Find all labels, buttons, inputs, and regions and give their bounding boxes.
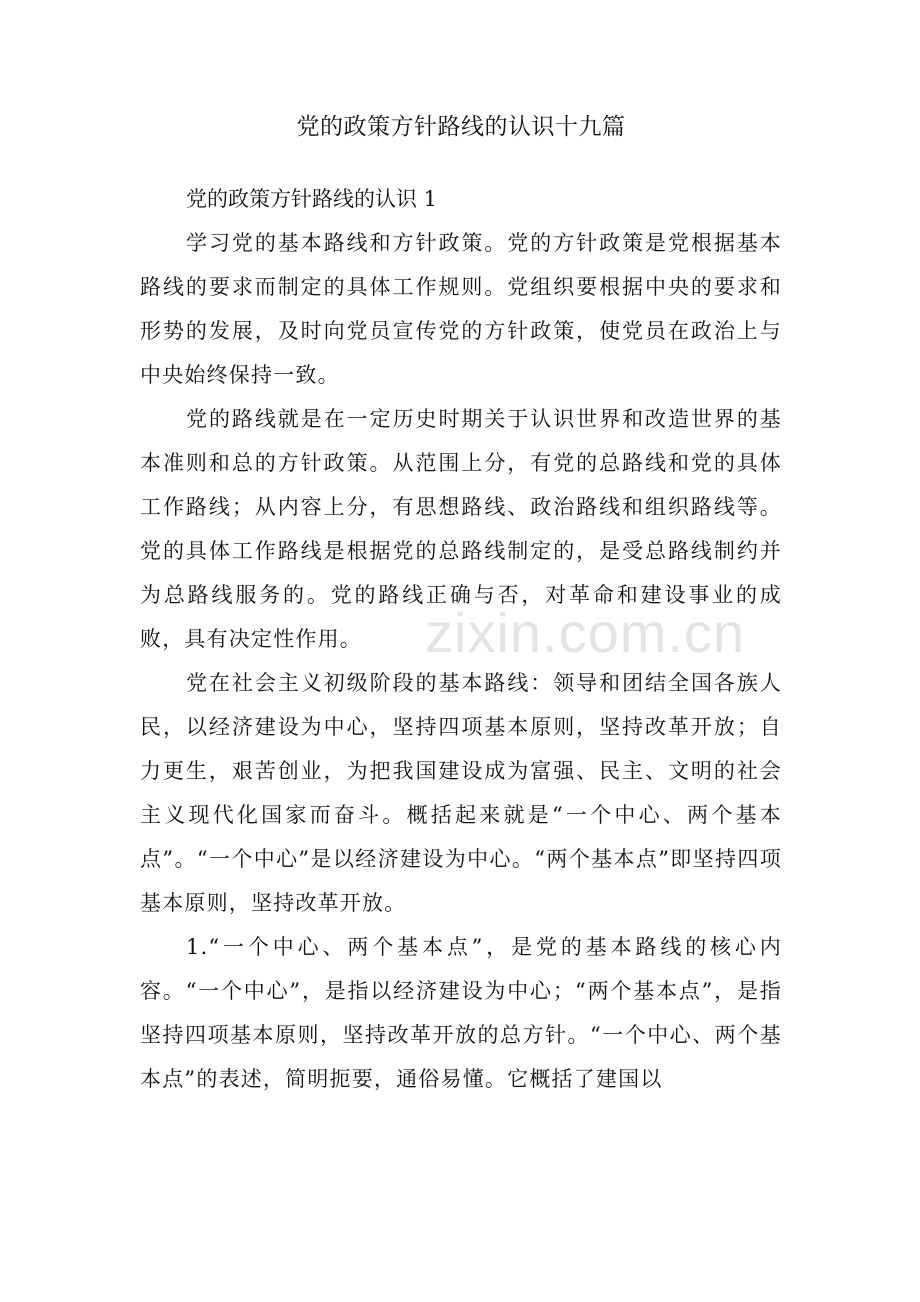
watermark: zixin.com.cn — [425, 601, 746, 664]
document-title: 党的政策方针路线的认识十九篇 — [296, 114, 626, 140]
section-heading: 党的政策方针路线的认识 1 — [186, 187, 438, 211]
paragraph-4: 1.“一个中心、两个基本点”，是党的基本路线的核心内容。“一个中心”，是指以经济建设为中心；“两个基本点”，是指坚持四项基本原则，坚持改革开放的总方针。“一个中心、两个基本点”的表述，简明扼要，通俗易懂。它概括了建国以 — [140, 935, 782, 1091]
paragraph-3: 党在社会主义初级阶段的基本路线：领导和团结全国各族人民，以经济建设为中心，坚持四项基本原则，坚持改革开放；自力更生，艰苦创业，为把我国建设成为富强、民主、文明的社会主义现代化国家而奋斗。概括起来就是“一个中心、两个基本点”。“一个中心”是以经济建设为中心。“两个基本点”即坚持四项基本原则，坚持改革开放。 — [140, 671, 782, 915]
paragraph-1: 学习党的基本路线和方针政策。党的方针政策是党根据基本路线的要求而制定的具体工作规则。党组织要根据中央的要求和形势的发展，及时向党员宣传党的方针政策，使党员在政治上与中央始终保持一致。 — [140, 231, 782, 387]
paragraph-2: 党的路线就是在一定历史时期关于认识世界和改造世界的基本准则和总的方针政策。从范围上分，有党的总路线和党的具体工作路线；从内容上分，有思想路线、政治路线和组织路线等。党的具体工作路线是根据党的总路线制定的，是受总路线制约并为总路线服务的。党的路线正确与否，对革命和建设事业的成败，具有决定性作用。 — [140, 407, 782, 651]
